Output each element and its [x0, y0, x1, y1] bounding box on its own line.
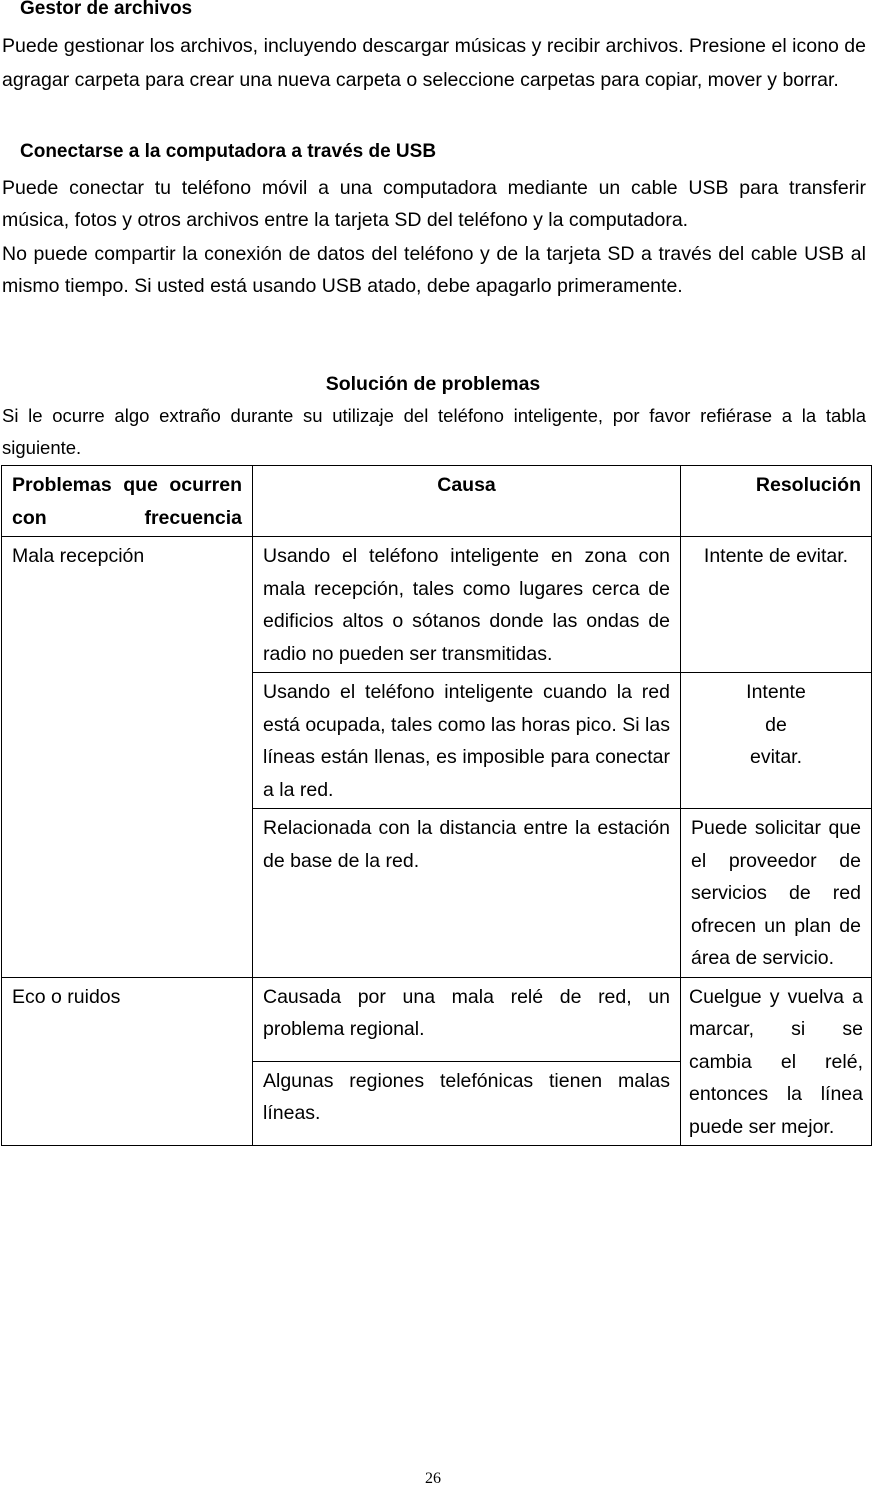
- header-problem: Problemas que ocurren con frecuencia: [2, 466, 253, 537]
- table-header-row: [2, 466, 872, 537]
- cause-cell: Usando el teléfono inteligente en zona con mala recepción, tales como lugares cerca de edificios altos o sótanos donde las ondas de radio no pueden ser transmitidas.: [253, 537, 681, 673]
- header-cause: Causa: [253, 466, 681, 537]
- troubleshooting-intro: Si le ocurre algo extraño durante su utilizaje del teléfono inteligente, por favor refiérase a la tabla siguiente.: [2, 405, 866, 458]
- cause-cell: Causada por una mala relé de red, un problema regional.: [253, 977, 681, 1061]
- resolution-cell: Intente de evitar.: [681, 537, 872, 673]
- resolution-cell: Intente de evitar.: [681, 673, 872, 809]
- page-number: 26: [425, 1470, 441, 1487]
- troubleshooting-table: [1, 465, 872, 1146]
- problem-cell: Mala recepción: [2, 537, 253, 978]
- file-manager-heading: Gestor de archivos: [20, 0, 193, 19]
- usb-paragraph-1: Puede conectar tu teléfono móvil a una computadora mediante un cable USB para transferir música, fotos y otros archivos entre la tarjeta SD del teléfono y la computadora.: [2, 177, 866, 231]
- resolution-cell: Cuelgue y vuelva a marcar, si se cambia el relé, entonces la línea puede ser mejor.: [681, 977, 872, 1146]
- usb-heading: Conectarse a la computadora a través de USB: [20, 141, 437, 162]
- cause-cell: Relacionada con la distancia entre la estación de base de la red.: [253, 809, 681, 978]
- table-row: [2, 977, 872, 1061]
- cause-cell: Algunas regiones telefónicas tienen malas líneas.: [253, 1061, 681, 1145]
- resolution-cell: Puede solicitar que el proveedor de servicios de red ofrecen un plan de área de servicio.: [681, 809, 872, 978]
- cause-cell: Usando el teléfono inteligente cuando la red está ocupada, tales como las horas pico. Si las líneas están llenas, es imposible para conectar a la red.: [253, 673, 681, 809]
- file-manager-paragraph: Puede gestionar los archivos, incluyendo descargar músicas y recibir archivos. Presione el icono de agragar carpeta para crear una nueva carpeta o seleccione carpetas para copiar, mover y borrar.: [2, 35, 866, 91]
- usb-paragraph-2: No puede compartir la conexión de datos del teléfono y de la tarjeta SD a través del cable USB al mismo tiempo. Si usted está usando USB atado, debe apagarlo primeramente.: [2, 243, 866, 297]
- troubleshooting-title: Solución de problemas: [325, 373, 541, 395]
- header-resolution: Resolución: [681, 466, 872, 537]
- problem-cell: Eco o ruidos: [2, 977, 253, 1146]
- table-row: [2, 537, 872, 673]
